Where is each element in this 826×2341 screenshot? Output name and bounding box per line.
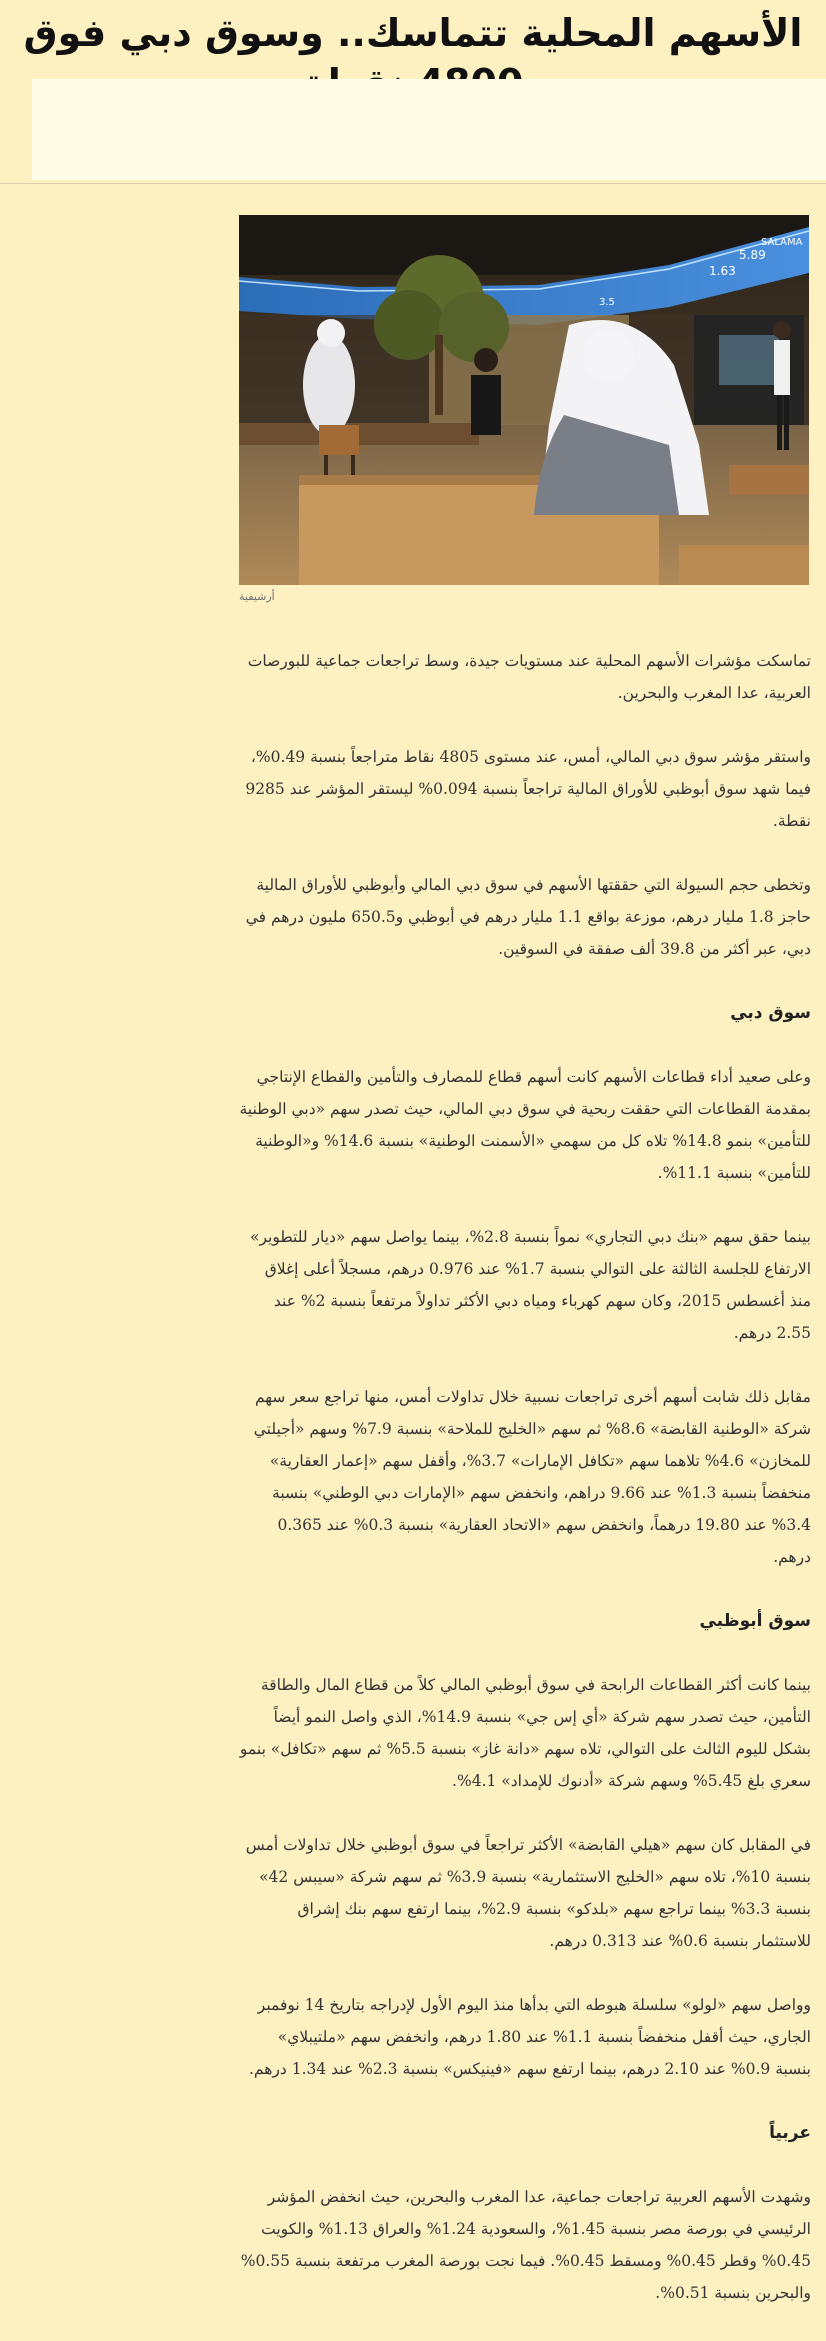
page-title: الأسهم المحلية تتماسك.. وسوق دبي فوق: [23, 11, 803, 55]
photo-caption: أرشيفية: [239, 590, 275, 603]
paragraph: وعلى صعيد أداء قطاعات الأسهم كانت أسهم قطاع للمصارف والتأمين والقطاع الإنتاجي بمقدمة القطاعات التي حققت ربحية في سوق دبي المالي، حيث تصدر سهم «دبي الوطنية للتأمين» بنمو 14.8% تلاه كل من سهمي «الأسمنت الوطنية» بنسبة 14.6% و«الوطنية للتأمين» بنسبة 11.1%.: [239, 1068, 811, 1182]
ticker-label: 5.89: [739, 248, 766, 262]
trading-floor-image: [239, 215, 809, 585]
paragraph: وتخطى حجم السيولة التي حققتها الأسهم في سوق دبي المالي وأبوظبي للأوراق المالية حاجز 1.8 مليار درهم، موزعة بواقع 1.1 مليار درهم في أبوظبي و650.5 مليون درهم في دبي، عبر أكثر من 39.8 ألف صفقة في السوقين.: [245, 876, 811, 958]
ticker-label: 3.5: [599, 297, 615, 308]
paragraph: بينما حقق سهم «بنك دبي التجاري» نمواً بنسبة 2.8%، بينما يواصل سهم «ديار للتطوير» الارتفاع للجلسة الثالثة على التوالي بنسبة 1.7% عند 0.976 درهم، مسجلاً أعلى إغلاق منذ أغسطس 2015، وكان سهم كهرباء ومياه دبي الأكثر تداولاً مرتفعاً بنسبة 2% عند 2.55 درهم.: [249, 1228, 811, 1342]
paragraph: وواصل سهم «لولو» سلسلة هبوطه التي بدأها منذ اليوم الأول لإدراجه بتاريخ 14 نوفمبر الجاري، حيث أقفل منخفضاً بنسبة 1.1% عند 1.80 درهم، وانخفض سهم «ملتيبلاي» بنسبة 0.9% عند 2.10 درهم، بينما ارتفع سهم «فينيكس» بنسبة 2.3% عند 1.34 درهم.: [248, 1996, 811, 2078]
section-heading: سوق أبوظبي: [699, 1611, 811, 1631]
section-heading: سوق دبي: [730, 1003, 811, 1023]
article-body: [239, 645, 811, 2341]
paragraph: وشهدت الأسهم العربية تراجعات جماعية، عدا المغرب والبحرين، حيث انخفض المؤشر الرئيسي في بورصة مصر بنسبة 1.45%، والسعودية 1.24% والعراق 1.13% والكويت 0.45% وقطر 0.45% ومسقط 0.45%. فيما نجت بورصة المغرب مرتفعة بنسبة 0.55% والبحرين بنسبة 0.51%.: [240, 2188, 811, 2302]
paragraph: في المقابل كان سهم «هيلي القابضة» الأكثر تراجعاً في سوق أبوظبي خلال تداولات أمس بنسبة 10%، تلاه سهم «الخليج الاستثمارية» بنسبة 3.9% ثم سهم شركة «سيبس 42» بنسبة 3.3% بينما تراجع سهم «بلدكو» بنسبة 2.9%، بينما ارتفع سهم بنك إشراق للاستثمار بنسبة 0.6% عند 0.313 درهم.: [245, 1836, 811, 1950]
ticker-label: 1.63: [709, 264, 736, 278]
paragraph: بينما كانت أكثر القطاعات الرابحة في سوق أبوظبي المالي كلاً من قطاع المال والطاقة التأمين، حيث تصدر سهم شركة «أي إس جي» بنسبة 14.9%، الذي واصل النمو أيضاً بشكل لليوم الثالث على التوالي، تلاه سهم «دانة غاز» بنسبة 5.5% ثم سهم «تكافل» بنمو سعري بلغ 5.45% وسهم شركة «أدنوك للإمداد» 4.1%.: [239, 1676, 811, 1790]
paragraph: واستقر مؤشر سوق دبي المالي، أمس، عند مستوى 4805 نقاط متراجعاً بنسبة 0.49%، فيما شهد سوق أبوظبي للأوراق المالية تراجعاً بنسبة 0.094% ليستقر المؤشر عند 9285 نقطة.: [245, 748, 811, 830]
ad-placeholder: [32, 79, 826, 180]
article-photo: [239, 215, 809, 585]
paragraph: مقابل ذلك شابت أسهم أخرى تراجعات نسبية خلال تداولات أمس، منها تراجع سعر سهم شركة «الوطنية القابضة» 8.6% ثم سهم «الخليج للملاحة» بنسبة 7.9% وسهم «أجيلتي للمخازن» 4.6% تلاهما سهم «تكافل الإمارات» 3.7%، وأقفل سهم «إعمار العقارية» منخفضاً بنسبة 1.3% عند 9.66 دراهم، وانخفض سهم «الإمارات دبي الوطني» بنسبة 3.4% عند 19.80 درهماً، وانخفض سهم «الاتحاد العقارية» بنسبة 0.3% عند 0.365 درهم.: [253, 1388, 811, 1566]
header-divider: [0, 183, 826, 184]
paragraph: تماسكت مؤشرات الأسهم المحلية عند مستويات جيدة، وسط تراجعات جماعية للبورصات العربية، عدا المغرب والبحرين.: [247, 652, 811, 702]
section-heading: عربياً: [769, 2123, 811, 2143]
ticker-label: SALAMA: [761, 237, 803, 248]
